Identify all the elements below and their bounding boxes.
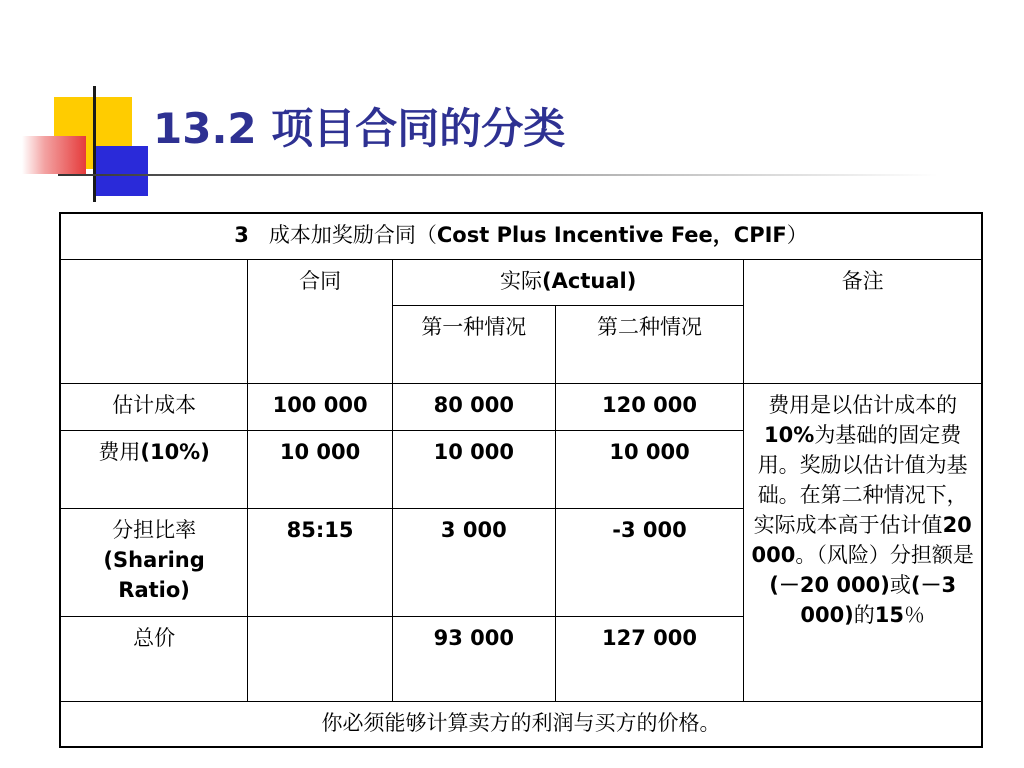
header-contract: 合同 [248, 259, 393, 383]
decor-vertical-line [93, 86, 96, 202]
header-case1: 第一种情况 [392, 305, 555, 383]
table-footer: 你必须能够计算卖方的利润与买方的价格。 [60, 701, 982, 747]
table-footer-row [60, 701, 982, 747]
row-label-cn: 费用 [98, 439, 141, 464]
note-text-2: 10% [764, 422, 815, 447]
cell-case1: 10 000 [392, 430, 555, 508]
note-text-5: 。（风险）分担额是 [795, 542, 974, 567]
row-label-suffix: (10%) [140, 439, 210, 464]
caption-number: 3 [234, 223, 249, 247]
cell-case2: 120 000 [555, 383, 744, 430]
row-label-cn: 分担比率 [112, 517, 197, 542]
decor-blue-square [96, 146, 148, 196]
note-text-11: ％ [904, 602, 926, 627]
note-text-1: 费用是以估计成本的 [768, 392, 958, 417]
caption-chinese: 成本加奖励合同（ [268, 223, 437, 247]
cell-case1: 93 000 [392, 616, 555, 701]
row-label-suffix: (Sharing Ratio) [103, 547, 205, 602]
cell-contract: 100 000 [248, 383, 393, 430]
note-text-10: 15 [874, 602, 905, 627]
cell-case2: 10 000 [555, 430, 744, 508]
table-caption [60, 213, 982, 259]
row-label [60, 430, 248, 508]
header-note: 备注 [744, 259, 982, 383]
note-text-6: (－20 000) [769, 572, 890, 597]
cpif-table [59, 212, 983, 748]
header-case2: 第二种情况 [555, 305, 744, 383]
cell-contract: 10 000 [248, 430, 393, 508]
note-text-9: 的 [853, 602, 875, 627]
note-cell [744, 383, 982, 701]
row-label: 估计成本 [60, 383, 248, 430]
decor-red-bar [22, 136, 86, 174]
cell-contract: 85:15 [248, 508, 393, 616]
cell-contract [248, 616, 393, 701]
cell-case2: 127 000 [555, 616, 744, 701]
table-caption-row [60, 213, 982, 259]
cell-case1: 3 000 [392, 508, 555, 616]
row-label: 总价 [60, 616, 248, 701]
cell-case2: -3 000 [555, 508, 744, 616]
header-actual-cn: 实际 [500, 268, 543, 293]
note-text-7: 或 [889, 572, 911, 597]
table-row [60, 383, 982, 430]
row-label [60, 508, 248, 616]
decor-horizontal-line [58, 174, 938, 176]
header-empty-cell [60, 259, 248, 383]
caption-close: ） [786, 223, 808, 247]
cell-case1: 80 000 [392, 383, 555, 430]
caption-english: Cost Plus Incentive Fee，CPIF [436, 223, 787, 247]
note-text-8: (－3 000) [800, 572, 957, 627]
note-text-3: 为基础的固定费用。奖励以估计值为基础。在第二种情况下，实际成本高于估计值 [753, 422, 968, 537]
header-row-1 [60, 259, 982, 305]
header-actual [392, 259, 743, 305]
header-actual-en: (Actual) [542, 268, 637, 293]
slide-title: 13.2 项目合同的分类 [153, 104, 566, 153]
note-text-4: 20 000 [751, 512, 972, 567]
